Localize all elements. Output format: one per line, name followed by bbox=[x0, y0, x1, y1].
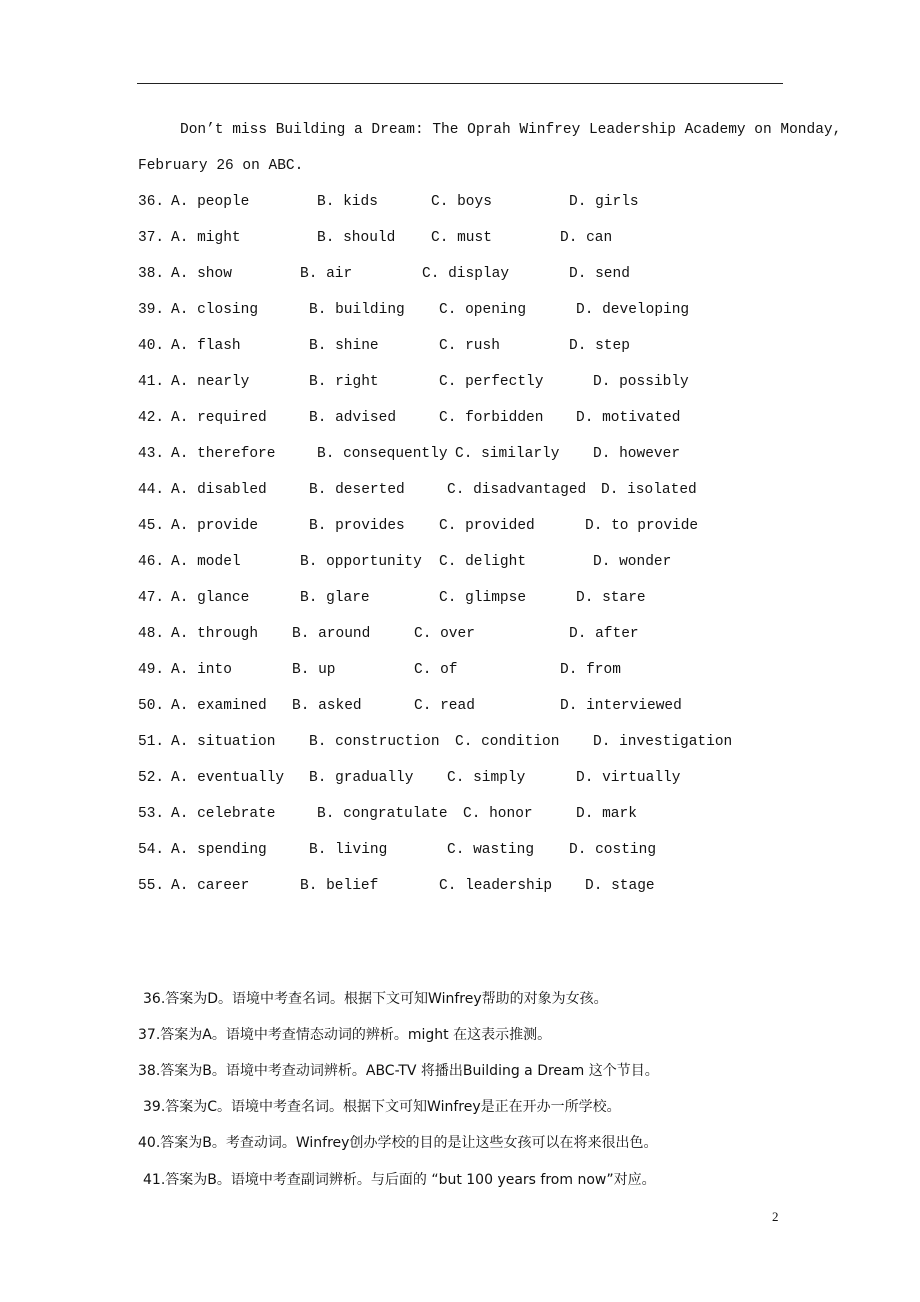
question-row bbox=[138, 374, 689, 394]
question-number: 37. bbox=[138, 230, 165, 246]
option-d: D. stare bbox=[576, 590, 646, 606]
question-number: 41. bbox=[138, 374, 165, 390]
option-c: C. honor bbox=[463, 806, 533, 822]
option-a: A. into bbox=[171, 662, 232, 678]
option-a: A. model bbox=[171, 554, 241, 570]
question-number: 40. bbox=[138, 338, 165, 354]
option-b: B. shine bbox=[309, 338, 379, 354]
option-c: C. display bbox=[422, 266, 510, 282]
option-a: A. situation bbox=[171, 734, 276, 750]
question-number: 48. bbox=[138, 626, 165, 642]
question-number: 49. bbox=[138, 662, 165, 678]
question-row bbox=[138, 806, 637, 826]
option-a: A. required bbox=[171, 410, 267, 426]
question-number: 51. bbox=[138, 734, 165, 750]
option-a: A. provide bbox=[171, 518, 259, 534]
option-d: D. costing bbox=[569, 842, 657, 858]
option-b: B. congratulate bbox=[317, 806, 448, 822]
option-b: B. up bbox=[292, 662, 336, 678]
option-d: D. can bbox=[560, 230, 613, 246]
option-a: A. glance bbox=[171, 590, 250, 606]
question-row bbox=[138, 734, 733, 754]
option-a: A. spending bbox=[171, 842, 267, 858]
question-number: 39. bbox=[138, 302, 165, 318]
question-number: 44. bbox=[138, 482, 165, 498]
option-b: B. kids bbox=[317, 194, 378, 210]
option-d: D. send bbox=[569, 266, 630, 282]
option-b: B. advised bbox=[309, 410, 397, 426]
option-a: A. might bbox=[171, 230, 241, 246]
option-d: D. stage bbox=[585, 878, 655, 894]
option-c: C. read bbox=[414, 698, 475, 714]
question-row bbox=[138, 662, 621, 682]
option-d: D. motivated bbox=[576, 410, 681, 426]
option-a: A. through bbox=[171, 626, 259, 642]
answer-explanation: 37.答案为A。语境中考查情态动词的辨析。might 在这表示推测。 bbox=[138, 1027, 552, 1043]
question-number: 52. bbox=[138, 770, 165, 786]
question-row bbox=[138, 230, 613, 250]
option-c: C. disadvantaged bbox=[447, 482, 587, 498]
question-number: 45. bbox=[138, 518, 165, 534]
option-a: A. people bbox=[171, 194, 250, 210]
option-c: C. condition bbox=[455, 734, 560, 750]
option-b: B. deserted bbox=[309, 482, 405, 498]
intro-line-1: Don’t miss Building a Dream: The Oprah Winfrey Leadership Academy on Monday, bbox=[180, 122, 842, 138]
answer-explanation: 41.答案为B。语境中考查副词辨析。与后面的 “but 100 years from now”对应。 bbox=[143, 1172, 656, 1188]
option-d: D. virtually bbox=[576, 770, 681, 786]
option-a: A. nearly bbox=[171, 374, 250, 390]
question-row bbox=[138, 590, 646, 610]
option-c: C. perfectly bbox=[439, 374, 544, 390]
question-row bbox=[138, 410, 681, 430]
option-d: D. girls bbox=[569, 194, 639, 210]
option-b: B. provides bbox=[309, 518, 405, 534]
option-c: C. glimpse bbox=[439, 590, 527, 606]
question-row bbox=[138, 302, 690, 322]
question-number: 36. bbox=[138, 194, 165, 210]
option-a: A. flash bbox=[171, 338, 241, 354]
option-b: B. consequently bbox=[317, 446, 448, 462]
option-b: B. around bbox=[292, 626, 371, 642]
option-d: D. step bbox=[569, 338, 630, 354]
question-row bbox=[138, 518, 699, 538]
question-number: 54. bbox=[138, 842, 165, 858]
option-a: A. celebrate bbox=[171, 806, 276, 822]
option-a: A. therefore bbox=[171, 446, 276, 462]
option-d: D. possibly bbox=[593, 374, 689, 390]
option-b: B. should bbox=[317, 230, 396, 246]
question-row bbox=[138, 842, 657, 862]
question-row bbox=[138, 770, 681, 790]
option-b: B. belief bbox=[300, 878, 379, 894]
option-d: D. wonder bbox=[593, 554, 672, 570]
option-c: C. similarly bbox=[455, 446, 560, 462]
option-d: D. isolated bbox=[601, 482, 697, 498]
question-number: 46. bbox=[138, 554, 165, 570]
page-number: 2 bbox=[772, 1209, 779, 1224]
answer-explanation: 39.答案为C。语境中考查名词。根据下文可知Winfrey是正在开办一所学校。 bbox=[143, 1099, 621, 1115]
question-row bbox=[138, 266, 630, 286]
header-rule bbox=[137, 83, 783, 84]
question-number: 53. bbox=[138, 806, 165, 822]
question-number: 43. bbox=[138, 446, 165, 462]
option-b: B. construction bbox=[309, 734, 440, 750]
option-c: C. delight bbox=[439, 554, 527, 570]
option-d: D. interviewed bbox=[560, 698, 682, 714]
option-d: D. mark bbox=[576, 806, 637, 822]
answer-explanation: 38.答案为B。语境中考查动词辨析。ABC-TV 将播出Building a Dream 这个节目。 bbox=[138, 1063, 659, 1079]
option-a: A. career bbox=[171, 878, 250, 894]
option-d: D. investigation bbox=[593, 734, 733, 750]
option-c: C. boys bbox=[431, 194, 492, 210]
option-d: D. from bbox=[560, 662, 621, 678]
question-number: 50. bbox=[138, 698, 165, 714]
option-c: C. must bbox=[431, 230, 492, 246]
option-b: B. gradually bbox=[309, 770, 414, 786]
option-c: C. opening bbox=[439, 302, 527, 318]
option-a: A. show bbox=[171, 266, 232, 282]
answer-explanation: 36.答案为D。语境中考查名词。根据下文可知Winfrey帮助的对象为女孩。 bbox=[143, 991, 608, 1007]
option-c: C. leadership bbox=[439, 878, 553, 894]
option-a: A. examined bbox=[171, 698, 267, 714]
answer-explanation: 40.答案为B。考查动词。Winfrey创办学校的目的是让这些女孩可以在将来很出色。 bbox=[138, 1135, 658, 1151]
question-row bbox=[138, 338, 630, 358]
intro-line-2: February 26 on ABC. bbox=[138, 158, 304, 174]
question-row bbox=[138, 446, 681, 466]
option-b: B. living bbox=[309, 842, 388, 858]
question-row bbox=[138, 698, 682, 718]
option-b: B. building bbox=[309, 302, 405, 318]
question-number: 42. bbox=[138, 410, 165, 426]
option-b: B. right bbox=[309, 374, 379, 390]
option-c: C. provided bbox=[439, 518, 535, 534]
option-b: B. asked bbox=[292, 698, 362, 714]
option-d: D. to provide bbox=[585, 518, 699, 534]
option-b: B. glare bbox=[300, 590, 370, 606]
option-c: C. over bbox=[414, 626, 475, 642]
option-c: C. rush bbox=[439, 338, 500, 354]
question-number: 55. bbox=[138, 878, 165, 894]
question-number: 47. bbox=[138, 590, 165, 606]
question-row bbox=[138, 878, 655, 898]
option-c: C. simply bbox=[447, 770, 526, 786]
option-c: C. of bbox=[414, 662, 458, 678]
option-c: C. wasting bbox=[447, 842, 535, 858]
option-a: A. eventually bbox=[171, 770, 285, 786]
option-d: D. developing bbox=[576, 302, 690, 318]
question-row bbox=[138, 194, 639, 214]
option-b: B. air bbox=[300, 266, 353, 282]
question-row bbox=[138, 554, 672, 574]
option-d: D. after bbox=[569, 626, 639, 642]
question-row bbox=[138, 626, 639, 646]
option-d: D. however bbox=[593, 446, 681, 462]
option-a: A. disabled bbox=[171, 482, 267, 498]
question-number: 38. bbox=[138, 266, 165, 282]
option-b: B. opportunity bbox=[300, 554, 422, 570]
question-row bbox=[138, 482, 697, 502]
option-a: A. closing bbox=[171, 302, 259, 318]
option-c: C. forbidden bbox=[439, 410, 544, 426]
